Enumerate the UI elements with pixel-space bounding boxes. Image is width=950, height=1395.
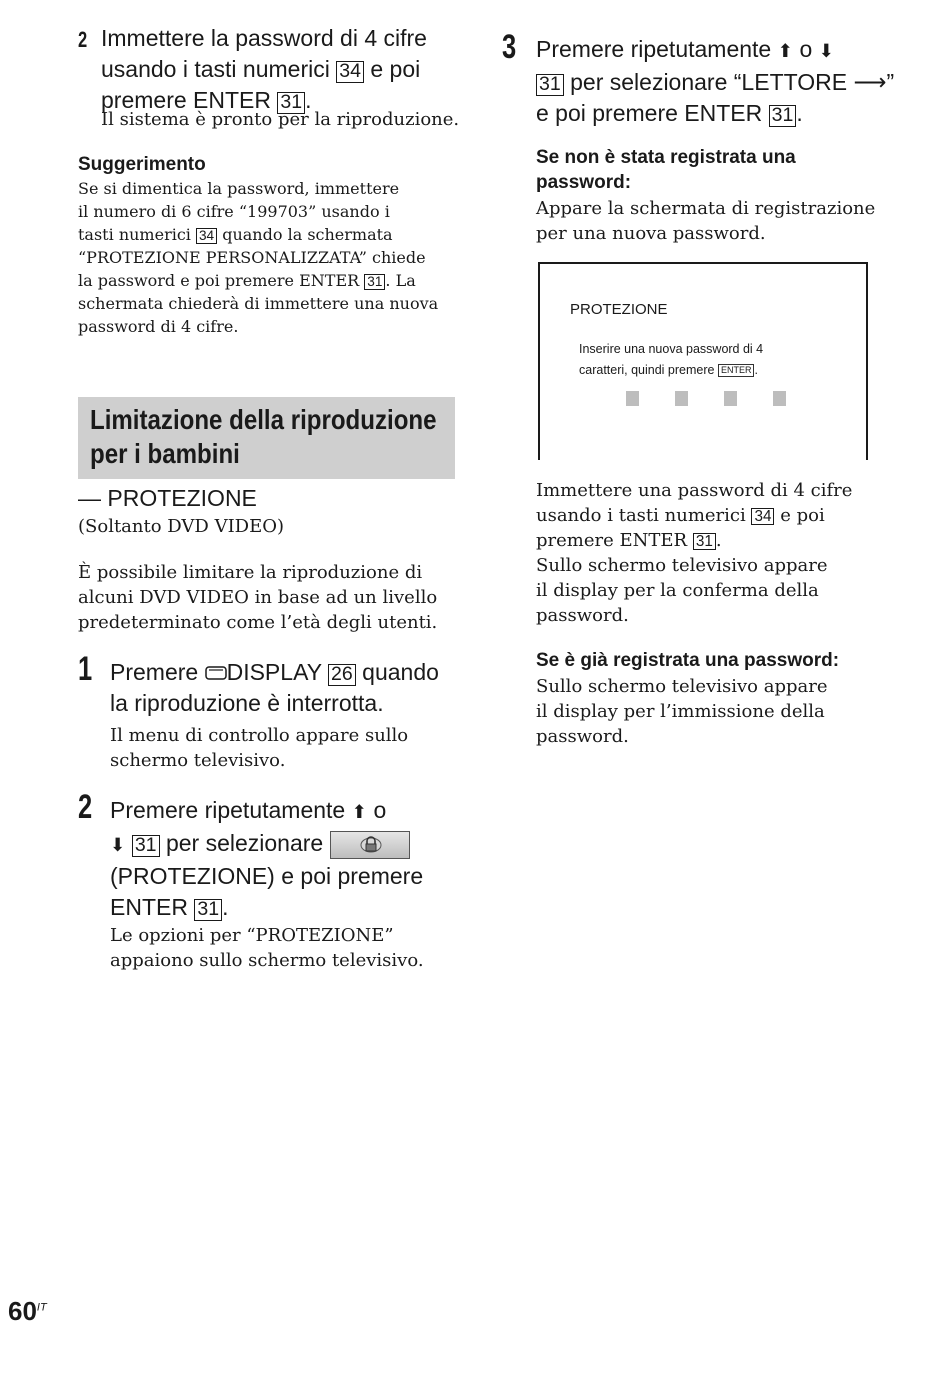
display-icon: [205, 665, 227, 681]
up-arrow-icon: ⬆: [351, 802, 368, 823]
step-number: 2: [78, 27, 88, 52]
enter-password-text: Immettere una password di 4 cifre usando i tasti numerici 34 e poi premere ENTER 31 . Sullo schermo televisivo appare il display per la conferma della password.: [536, 480, 853, 626]
tip-text: Se si dimentica la password, immettere il numero di 6 cifre “199703” usando i tasti numerici 34 quando la schermata “PROTEZIONE PERSONALIZZATA” chiede la password e poi premere ENTER 31 . La schermata chiederà di immettere una nuova password di 4 cifre.: [78, 179, 439, 336]
key-ref-31: 31: [769, 105, 797, 127]
registered-heading: Se è già registrata una password:: [536, 650, 840, 671]
section-subtitle: — PROTEZIONE: [78, 485, 257, 511]
key-ref-31: 31: [693, 533, 716, 550]
no-password-heading: Se non è stata registrata una password:: [536, 147, 796, 193]
step-number: 2: [78, 788, 93, 826]
key-ref-34: 34: [196, 228, 217, 244]
password-digit-slot: [675, 391, 688, 406]
right-arrow-icon: ⟶: [853, 69, 887, 95]
step-2b-instruction: Premere ripetutamente ⬆ o ⬇ 31 per selezionare (PROTEZIONE) e poi premere ENTER 31 .: [110, 797, 424, 920]
up-arrow-icon: ⬆: [777, 41, 794, 62]
key-ref-31: 31: [364, 274, 385, 290]
down-arrow-icon: ⬇: [818, 41, 835, 62]
password-digit-slot: [626, 391, 639, 406]
no-password-text: Appare la schermata di registrazione per una nuova password.: [536, 198, 876, 244]
key-ref-31: 31: [536, 74, 564, 96]
password-digit-slot: [773, 391, 786, 406]
key-ref-31: 31: [194, 899, 222, 921]
step-1-note: Il menu di controllo appare sullo schermo televisivo.: [110, 725, 409, 771]
step-number: 3: [502, 28, 517, 66]
page-number: $60^{IT}$: [8, 1296, 47, 1326]
step-2b-note: Le opzioni per “PROTEZIONE” appaiono sullo schermo televisivo.: [110, 925, 424, 971]
parental-lock-icon: [330, 831, 410, 859]
section-scope: (Soltanto DVD VIDEO): [78, 516, 285, 537]
down-arrow-icon: ⬇: [110, 835, 126, 856]
page-language: IT: [36, 1301, 47, 1314]
registered-text: Sullo schermo televisivo appare il display per l’immissione della password.: [536, 676, 828, 747]
step-number: 1: [78, 650, 93, 688]
key-ref-26: 26: [328, 664, 356, 686]
tv-screen-title: PROTEZIONE: [570, 301, 668, 318]
tip-heading: Suggerimento: [78, 154, 206, 175]
enter-key-label: ENTER: [718, 364, 755, 377]
tv-screen-message: Inserire una nuova password di 4 caratteri, quindi premere ENTER .: [579, 342, 764, 377]
key-ref-34: 34: [336, 61, 364, 83]
step-3-instruction: Premere ripetutamente ⬆ o ⬇ 31 per selezionare “LETTORE ⟶” e poi premere ENTER 31 .: [536, 36, 895, 126]
key-ref-31: 31: [277, 92, 305, 114]
section-intro: È possibile limitare la riproduzione di alcuni DVD VIDEO in base ad un livello predeterminato come l’età degli utenti.: [78, 562, 438, 633]
step-2-instruction: Immettere la password di 4 cifre usando i tasti numerici 34 e poi premere ENTER 31 .: [101, 25, 427, 113]
step-1-instruction: Premere DISPLAY 26 quando la riproduzione è interrotta.: [110, 659, 439, 716]
section-title: Limitazione della riproduzione per i bambini: [90, 404, 437, 469]
password-digit-slot: [724, 391, 737, 406]
key-ref-31: 31: [132, 835, 160, 857]
step-2-note: Il sistema è pronto per la riproduzione.: [101, 109, 460, 130]
key-ref-34: 34: [751, 508, 774, 525]
